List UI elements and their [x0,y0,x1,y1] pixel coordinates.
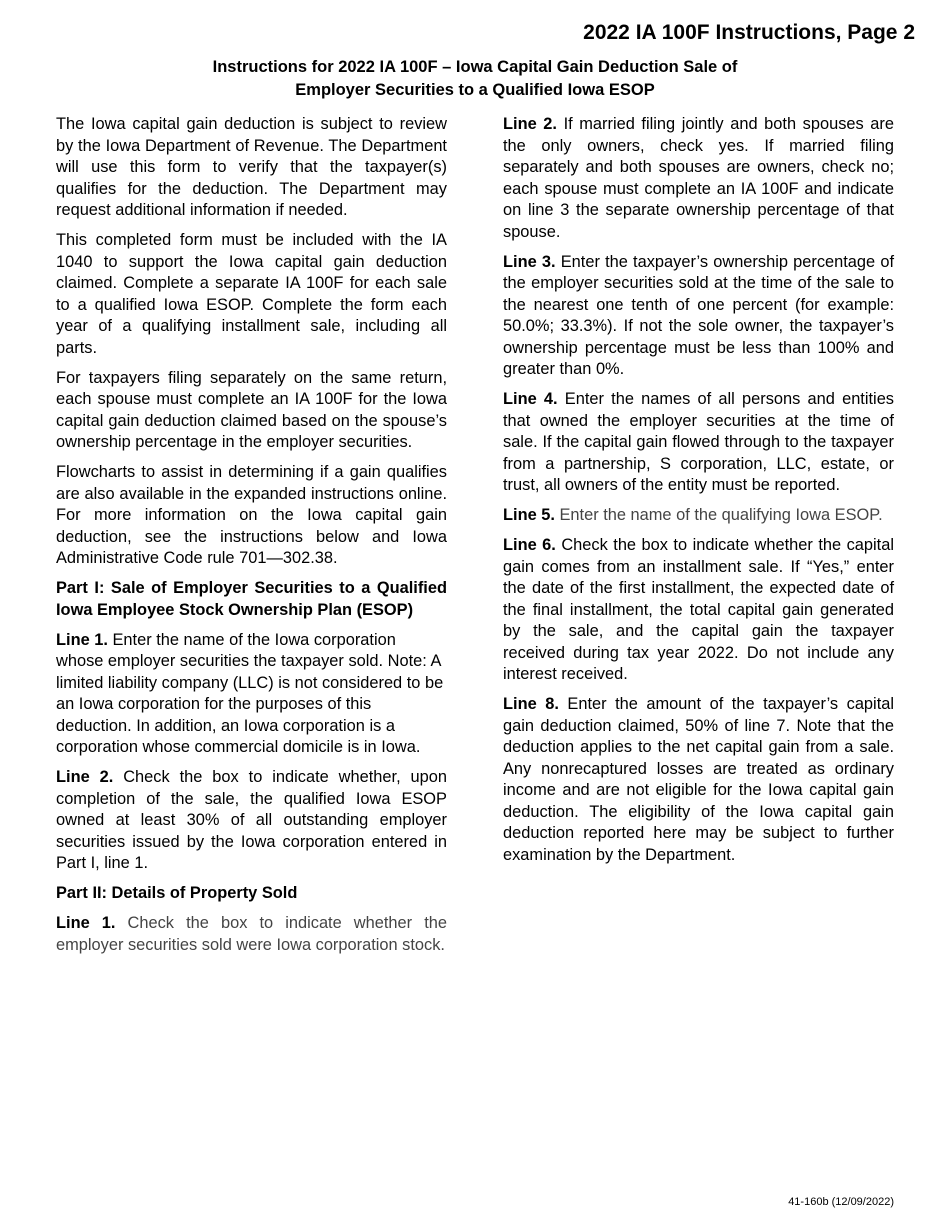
document-title-line-1: Instructions for 2022 IA 100F – Iowa Capital Gain Deduction Sale of [212,58,738,76]
line-2-text: If married filing jointly and both spouses are the only owners, check yes. If married filing separately and both spouses are owners, check no; each spouse must complete an IA 100F and indicate on line 3 the separate ownership percentage of that spouse. [503,115,894,241]
part-1-line-1-label: Line 1. [56,630,108,649]
line-3-label: Line 3. [503,252,556,271]
line-3-instruction [503,252,894,381]
part-1-line-1-instruction [56,630,447,759]
line-2-instruction [503,114,894,243]
part-2-line-1-instruction [56,913,447,956]
left-column [56,114,447,965]
line-4-instruction [503,389,894,497]
line-6-instruction [503,535,894,686]
line-4-label: Line 4. [503,390,558,408]
line-5-text: Enter the name of the qualifying Iowa ESOP. [554,506,883,524]
intro-paragraph-1: The Iowa capital gain deduction is subject to review by the Iowa Department of Revenue. The Department will use this form to verify that the taxpayer(s) qualifies for the deduction. The Department may request additional information if needed. [56,115,447,219]
part-1-line-1-text: Enter the name of the Iowa corporation whose employer securities the taxpayer sold. Note: A limited liability company (LLC) is not considered to be an Iowa corporation for the purposes of this deduction. In addition, an Iowa corporation is a corporation whose commercial domicile is in Iowa. [56,630,444,756]
form-revision-code: 41-160b (12/09/2022) [788,1196,894,1208]
line-8-text: Enter the amount of the taxpayer’s capital gain deduction claimed, 50% of line 7. Note that the deduction applies to the net capital gain from a sale. Any nonrecaptured losses are treated as ordinary income and are not eligible for the Iowa capital gain deduction. The eligibility of the Iowa capital gain deduction reported here may be subject to further examination by the Department. [503,695,895,864]
document-title-line-2: Employer Securities to a Qualified Iowa ESOP [295,81,655,99]
part-2-line-1-label: Line 1. [56,914,116,932]
intro-paragraph-2: This completed form must be included with the IA 1040 to support the Iowa capital gain deduction claimed. Complete a separate IA 100F for each sale to a qualified Iowa ESOP. Complete the form each year of a qualifying installment sale, including all parts. [56,231,447,357]
intro-paragraph-3: For taxpayers filing separately on the same return, each spouse must complete an IA 100F for the Iowa capital gain deduction claimed based on the spouse’s ownership percentage in the employer securities. [56,368,447,451]
part-1-line-2-text: Check the box to indicate whether, upon completion of the sale, the qualified Iowa ESOP owned at least 30% of all outstanding employer securities issued by the Iowa corporation entered in Part I, line 1. [56,768,448,872]
line-5-instruction [503,505,894,527]
document-title [0,56,950,102]
right-column [503,114,894,875]
part-1-heading: Part I: Sale of Employer Securities to a Qualified Iowa Employee Stock Ownership Plan (ESOP) [56,579,447,619]
part-1-line-2-instruction [56,767,447,875]
line-2-label: Line 2. [503,115,557,133]
part-1-line-2-label: Line 2. [56,768,114,786]
part-2-line-1-text: Check the box to indicate whether the employer securities sold were Iowa corporation stock. [56,914,447,954]
line-4-text: Enter the names of all persons and entities that owned the employer securities at the time of sale. If the capital gain flowed through to the taxpayer from a partnership, S corporation, LLC, estate, or trust, all owners of the entity must be reported. [503,390,895,494]
intro-paragraph-4: Flowcharts to assist in determining if a gain qualifies are also available in the expanded instructions online. For more information on the Iowa capital gain deduction, see the instructions below and Iowa Administrative Code rule 701—302.38. [56,463,447,567]
line-3-text: Enter the taxpayer’s ownership percentage of the employer securities sold at the time of the sale to the nearest one tenth of one percent (for example: 50.0%; 33.3%). If not the sole owner, the taxpayer’s ownership percentage must be less than 100% and greater than 0%. [503,252,894,378]
line-8-label: Line 8. [503,695,559,713]
line-8-instruction [503,694,894,866]
line-6-text: Check the box to indicate whether the capital gain comes from an installment sale. If “Yes,” enter the date of the first installment, the expected date of the final installment, the total capital gain generated by the sale, and the capital gain the taxpayer received during tax year 2022. Do not include any interest received. [503,536,894,683]
line-6-label: Line 6. [503,536,556,554]
part-2-heading: Part II: Details of Property Sold [56,884,298,902]
page-header-title: 2022 IA 100F Instructions, Page 2 [583,21,915,44]
line-5-label: Line 5. [503,506,555,524]
